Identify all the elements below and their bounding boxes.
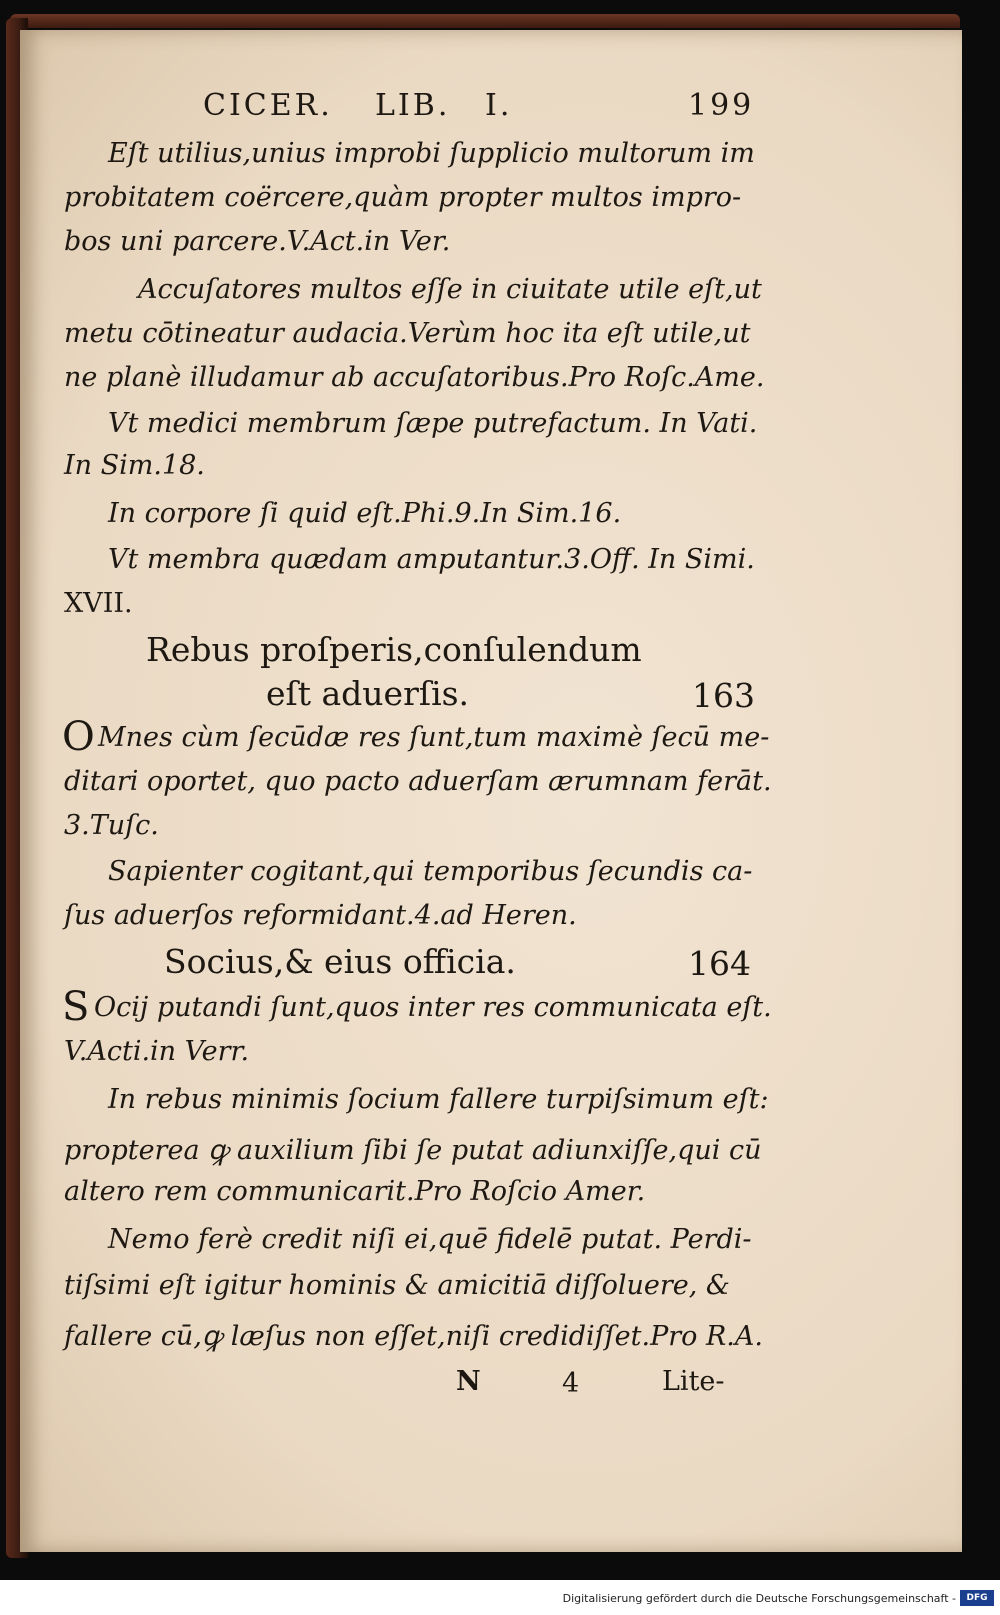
text-line: Ocij putandi ſunt,quos inter res communicata eſt. (94, 992, 772, 1023)
text-line: 3.Tuſc. (64, 810, 159, 841)
section-number: 164 (688, 944, 751, 983)
text-line: ſus aduerſos reformidant.4.ad Heren. (64, 900, 577, 931)
text-line: Mnes cùm ſecūdæ res ſunt,tum maximè ſecū me- (98, 722, 770, 753)
text-line: V.Acti.in Verr. (64, 1036, 250, 1067)
signature-mark: N (456, 1366, 481, 1397)
text-line: Vt membra quædam amputantur.3.Off. In Simi. (108, 544, 755, 575)
book-top-edge (10, 14, 960, 28)
text-line: Accuſatores multos eſſe in ciuitate utile eſt,ut (138, 274, 762, 305)
text-line: probitatem coërcere,quàm propter multos impro- (64, 182, 742, 213)
running-head-middle: LIB. (375, 88, 451, 123)
running-head-left: CICER. (203, 88, 333, 123)
drop-cap: S (62, 984, 90, 1030)
text-line: XVII. (64, 588, 133, 619)
text-line: Eſt utilius,unius improbi ſupplicio multorum im (108, 138, 755, 169)
text-line: ditari oportet, quo pacto aduerſam ærumnam ferāt. (64, 766, 772, 797)
dfg-logo: DFG (960, 1590, 994, 1606)
section-heading: Socius,& eius officia. (164, 942, 516, 981)
text-line: bos uni parcere.V.Act.in Ver. (64, 226, 451, 257)
text-line: fallere cū,ꝙ læſus non eſſet,niſi credidiſſet.Pro R.A. (64, 1321, 763, 1352)
page-number: 199 (688, 88, 755, 123)
text-line: Sapienter cogitant,qui temporibus ſecundis ca- (108, 856, 753, 887)
text-line: propterea ꝙ auxilium ſibi ſe putat adiunxiſſe,qui cū (64, 1135, 762, 1166)
text-line: metu cōtineatur audacia.Verùm hoc ita eſt utile,ut (64, 318, 751, 349)
text-line: In Sim.18. (64, 450, 205, 481)
signature-number: 4 (562, 1368, 580, 1399)
text-line: altero rem communicarit.Pro Roſcio Amer. (64, 1176, 646, 1207)
footer-credit: Digitalisierung gefördert durch die Deutsche Forschungsgemeinschaft - (562, 1592, 956, 1605)
text-line: Nemo ferè credit niſi ei,quē fidelē putat. Perdi- (108, 1224, 752, 1255)
text-line: In corpore ſi quid eſt.Phi.9.In Sim.16. (108, 498, 622, 529)
section-heading-continued: eſt aduerſis. (266, 674, 470, 713)
text-line: ne planè illudamur ab accuſatoribus.Pro Roſc.Ame. (64, 362, 765, 393)
drop-cap: O (62, 714, 95, 760)
section-number: 163 (692, 676, 755, 715)
text-line: tiſsimi eſt igitur hominis & amicitiā diſſoluere, & (64, 1270, 730, 1301)
running-head-numeral: I. (485, 88, 513, 123)
text-line: Vt medici membrum ſæpe putrefactum. In Vati. (108, 408, 758, 439)
catchword: Lite- (662, 1366, 725, 1397)
book-page (20, 30, 962, 1552)
section-heading: Rebus proſperis,conſulendum (146, 630, 642, 669)
text-line: In rebus minimis ſocium fallere turpiſsimum eſt: (108, 1084, 769, 1115)
